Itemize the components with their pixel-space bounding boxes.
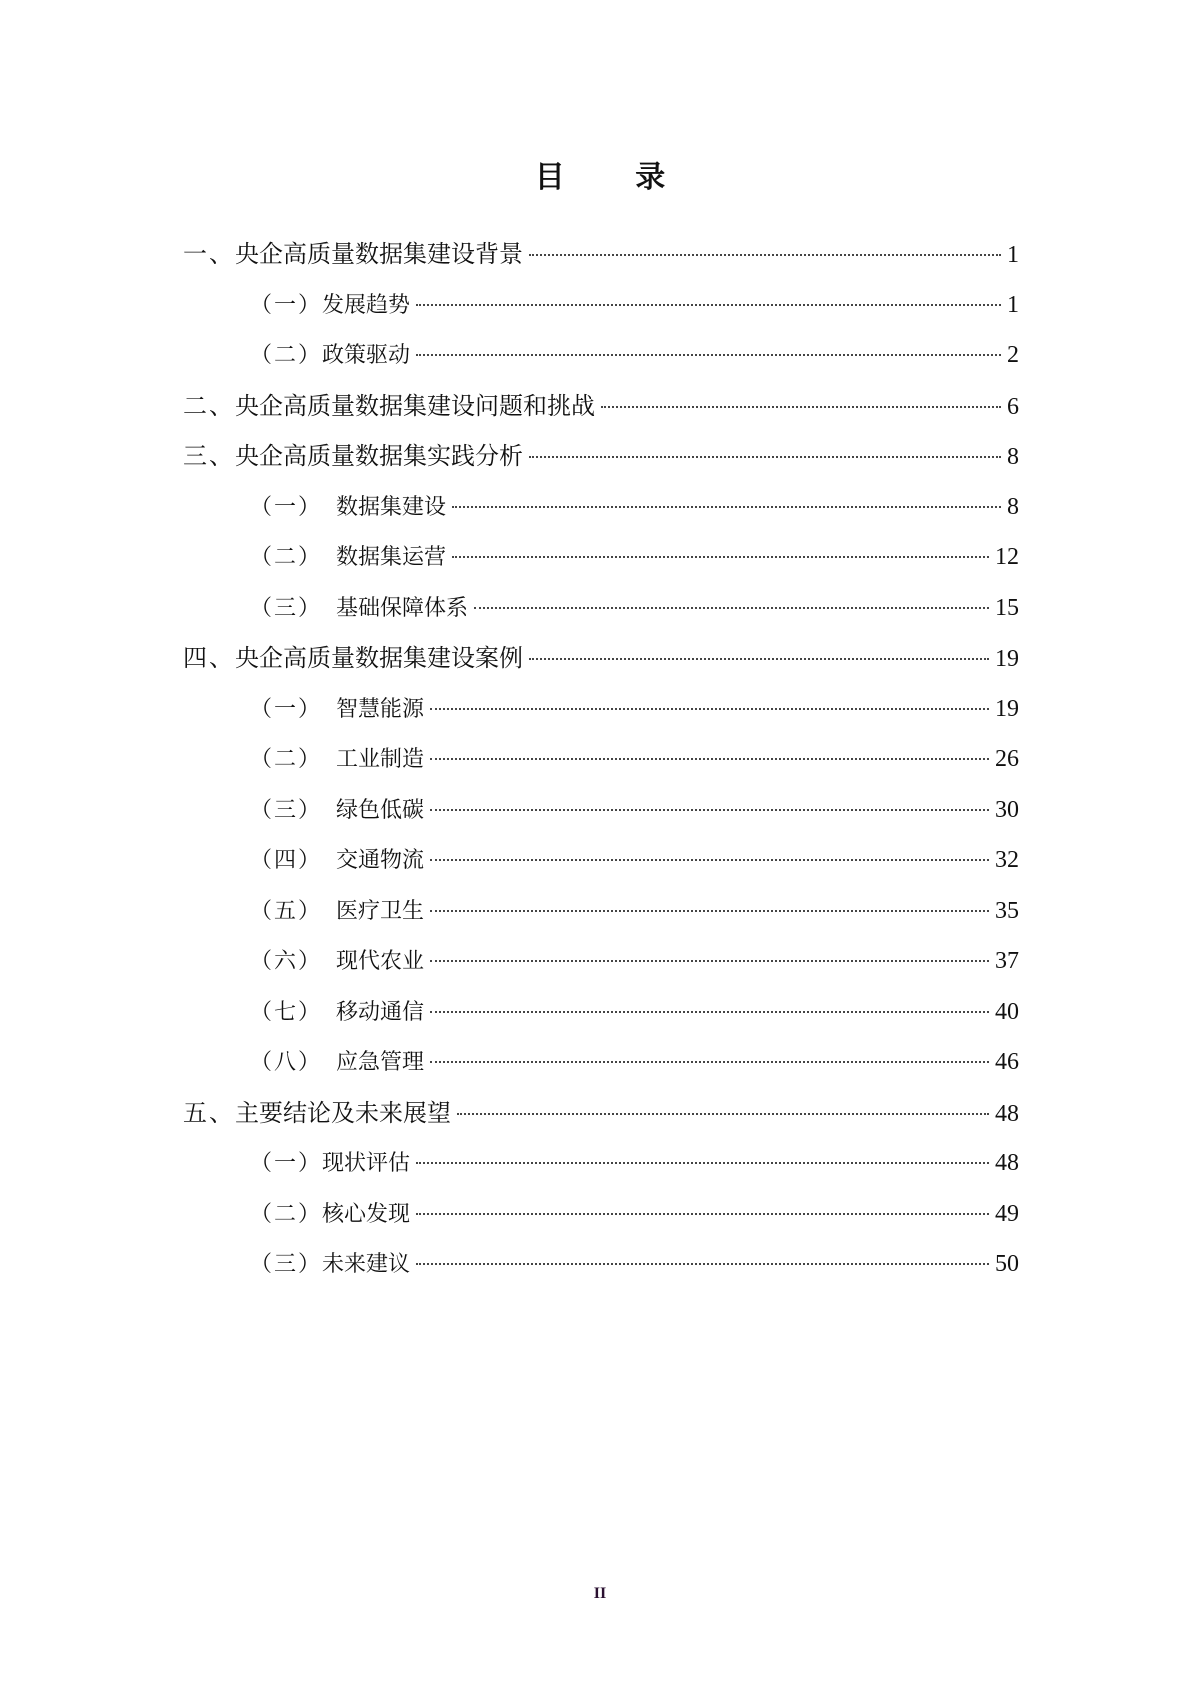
dot-leader	[430, 910, 989, 912]
dot-leader	[430, 758, 989, 760]
toc-entry-label: （一）现状评估	[250, 1151, 411, 1176]
toc-entry-label: 五、主要结论及未来展望	[183, 1098, 451, 1127]
toc-entry-label: （五） 医疗卫生	[250, 898, 425, 924]
toc-entry-section-3-2[interactable]	[183, 541, 1019, 592]
toc-entry-section-5-1[interactable]	[183, 1147, 1019, 1198]
toc-entry-label: （一） 智慧能源	[250, 696, 425, 722]
toc-entry-section-4-3[interactable]	[183, 794, 1019, 845]
toc-entry-label: （八） 应急管理	[250, 1050, 425, 1075]
page-title: 目 录	[534, 160, 696, 195]
toc-page-number: 2	[1007, 342, 1019, 368]
toc-entry-section-4-6[interactable]	[183, 945, 1019, 996]
toc-entry-section-1[interactable]	[183, 238, 1019, 289]
toc-page-number: 15	[995, 594, 1019, 621]
toc-page-number: 19	[995, 695, 1019, 722]
toc-page-number: 26	[995, 746, 1019, 772]
toc-entry-label: （七） 移动通信	[250, 999, 425, 1025]
toc-entry-label: （二）政策驱动	[250, 343, 411, 368]
toc-entry-section-4-7[interactable]	[183, 996, 1019, 1047]
toc-page-number: 48	[995, 1150, 1019, 1176]
toc-page-number: 12	[995, 544, 1019, 570]
toc-entry-section-5[interactable]	[183, 1097, 1019, 1148]
dot-leader	[529, 456, 1001, 458]
toc-entry-section-5-2[interactable]	[183, 1198, 1019, 1249]
toc-entry-label: （四） 交通物流	[250, 848, 425, 873]
toc-entry-label: （六） 现代农业	[250, 949, 425, 974]
toc-entry-label: （一）发展趋势	[250, 292, 411, 318]
toc-entry-label: （二） 数据集运营	[250, 545, 447, 570]
toc-page-number: 8	[1007, 493, 1019, 520]
toc-page-number: 46	[995, 1049, 1019, 1075]
dot-leader	[416, 304, 1001, 306]
toc-page-number: 6	[1007, 393, 1019, 420]
dot-leader	[416, 1213, 989, 1215]
dot-leader	[416, 1162, 989, 1164]
dot-leader	[452, 556, 989, 558]
toc-entry-section-2[interactable]	[183, 390, 1019, 441]
toc-entry-section-3-1[interactable]	[183, 491, 1019, 542]
toc-entry-label: （三）未来建议	[250, 1252, 411, 1277]
toc-page-number: 37	[995, 948, 1019, 974]
toc-page-number: 49	[995, 1200, 1019, 1227]
dot-leader	[430, 960, 989, 962]
dot-leader	[416, 1263, 989, 1265]
toc-entry-section-4[interactable]	[183, 642, 1019, 693]
toc-page-number: 19	[995, 646, 1019, 672]
toc-entry-section-4-5[interactable]	[183, 895, 1019, 946]
toc-entry-label: （二）核心发现	[250, 1201, 411, 1227]
toc-entry-label: 四、央企高质量数据集建设案例	[183, 644, 523, 672]
toc-page-number: 35	[995, 897, 1019, 924]
toc-entry-label: （一） 数据集建设	[250, 494, 447, 520]
toc-entry-section-4-1[interactable]	[183, 693, 1019, 744]
dot-leader	[430, 809, 989, 811]
toc-entry-section-4-8[interactable]	[183, 1046, 1019, 1097]
toc-page-number: 50	[995, 1251, 1019, 1277]
toc-entry-label: （三） 绿色低碳	[250, 797, 425, 823]
dot-leader	[430, 1011, 989, 1013]
toc-entry-label: 一、央企高质量数据集建设背景	[183, 240, 523, 268]
dot-leader	[529, 254, 1001, 256]
toc-entry-section-1-1[interactable]	[183, 289, 1019, 340]
toc-page-number: 30	[995, 796, 1019, 823]
toc-page-number: 40	[995, 998, 1019, 1025]
toc-page-number: 8	[1007, 444, 1019, 470]
toc-entry-section-1-2[interactable]	[183, 339, 1019, 390]
toc-entry-section-4-4[interactable]	[183, 844, 1019, 895]
dot-leader	[416, 354, 1001, 356]
dot-leader	[430, 859, 989, 861]
toc-entry-section-3-3[interactable]	[183, 592, 1019, 643]
toc-entry-label: （三） 基础保障体系	[250, 595, 469, 621]
dot-leader	[601, 406, 1001, 408]
toc-page-number: 48	[995, 1100, 1019, 1127]
dot-leader	[529, 658, 989, 660]
toc-page-number: 1	[1007, 291, 1019, 318]
table-of-contents	[183, 238, 1019, 1299]
footer-page-number: II	[593, 1585, 607, 1602]
dot-leader	[457, 1113, 989, 1115]
dot-leader	[452, 506, 1001, 508]
toc-entry-section-3[interactable]	[183, 440, 1019, 491]
toc-entry-section-5-3[interactable]	[183, 1248, 1019, 1299]
toc-page-number: 32	[995, 847, 1019, 873]
dot-leader	[430, 1061, 989, 1063]
toc-entry-label: （二） 工业制造	[250, 747, 425, 772]
dot-leader	[430, 708, 989, 710]
toc-entry-label: 三、央企高质量数据集实践分析	[183, 442, 523, 470]
toc-page-number: 1	[1007, 242, 1019, 268]
toc-entry-section-4-2[interactable]	[183, 743, 1019, 794]
dot-leader	[474, 607, 989, 609]
toc-entry-label: 二、央企高质量数据集建设问题和挑战	[183, 391, 595, 420]
